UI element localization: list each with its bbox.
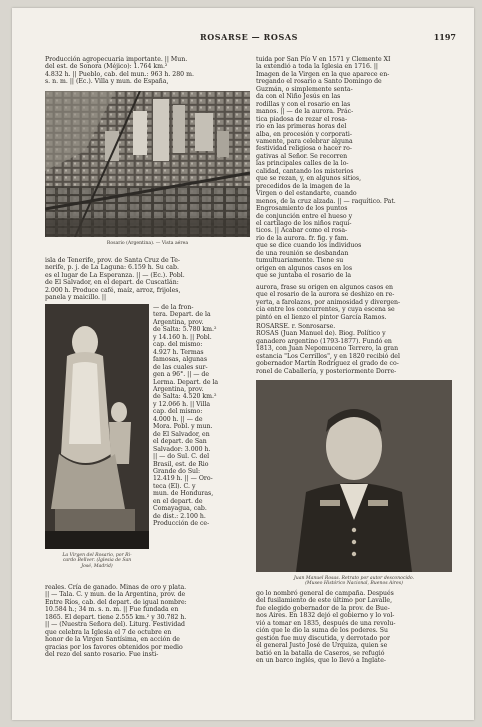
text-line: gen a 96°. || — de: [153, 371, 210, 379]
text-line: de una reunión se desbandan: [256, 249, 349, 257]
text-line: Guzmán, o simplemente senta-: [256, 85, 353, 93]
text-line: Producción agropecuaria importante. || Mun.: [45, 56, 188, 63]
text-line: vamente, para celebrar alguna: [256, 137, 353, 145]
text-line: gracias por los favores obtenidos por medio: [45, 643, 183, 651]
text-line: s. n. m. || (Ec.). Villa y mun. de España,: [45, 78, 169, 86]
virgin-statue-image: [45, 304, 149, 549]
text-line: Argentina, prov.: [153, 385, 204, 393]
text-line: que el rosario de la aurora se deshizo en re-: [256, 291, 395, 299]
text-line: Imagen de la Virgen en la que aparece en-: [256, 70, 390, 78]
text-line: Engrosamiento de los puntos: [256, 205, 348, 213]
text-line: — de la fron-: [153, 304, 194, 311]
text-line: rio de la aurora. fr. fig. y fam.: [256, 234, 349, 242]
caption-line: (Museo Histórico Nacional, Buenos Aires): [305, 581, 403, 587]
text-line: origen en algunos casos en los: [256, 264, 353, 272]
text-line: de Salta: 5.780 km.²: [153, 326, 217, 334]
text-line: gobernador Martín Rodríguez el grado de co-: [256, 360, 399, 368]
text-line: honor de la Virgen Santísima, en acción de: [45, 636, 180, 644]
text-line: y 14.160 h. || Pobl.: [153, 333, 212, 341]
text-line: precedidos de la imagen de la: [256, 182, 351, 190]
text-line: alba, en procesión y corporati-: [256, 130, 352, 138]
text-line: festividad religiosa o hacer ro-: [256, 145, 352, 153]
text-line: tuida por San Pío V en 1571 y Clemente XI: [256, 56, 391, 63]
aerial-photo: [45, 91, 250, 237]
text-line: de Salta: 4.520 km.²: [153, 393, 217, 401]
column-a-mid: [45, 257, 250, 302]
text-line: 4.927 h. Termas: [153, 348, 204, 356]
text-line: del est. de Sonora (Méjico): 1.764 km.²: [45, 63, 168, 71]
text-line: vió a tomar en 1835, después de una revolu-: [256, 619, 396, 627]
header-title: ROSARSE — ROSAS: [199, 32, 299, 42]
text-line: fue elegido gobernador de la prov. de Bue-: [256, 604, 390, 612]
rosas-portrait-image: [256, 380, 452, 572]
text-line: ticos. || Acabar como el rosa-: [256, 227, 348, 235]
aerial-city-image: [45, 91, 250, 237]
column-a-top: [45, 56, 250, 86]
text-line: del fusilamiento de este último por Lavalle,: [256, 597, 393, 605]
text-line: yerta, a farolazos, por animosidad y divergen-: [256, 298, 401, 306]
text-line: cap. del mismo:: [153, 341, 203, 349]
text-line: de las cuales sur-: [153, 363, 208, 371]
text-line: batió en la batalla de Caseros, se refugió: [256, 649, 385, 657]
text-line: Lerma. Depart. de la: [153, 378, 219, 386]
caption-line: José, Madrid): [81, 563, 113, 569]
text-line: ganadero argentino (1793-1877). Fundó en: [256, 337, 392, 345]
text-line: teca (El). C. y: [153, 482, 196, 490]
portrait-caption: [256, 576, 452, 587]
column-b-bottom: [256, 590, 452, 665]
text-line: Mora. Pobl. y mun.: [153, 423, 213, 431]
text-line: da con el Niño Jesús en las: [256, 93, 341, 101]
text-line: en el depart. de: [153, 497, 203, 505]
text-line: tica piadosa de rezar el rosa-: [256, 115, 348, 123]
text-line: ROSAS (Juan Manuel de). Biog. Político y: [256, 330, 386, 338]
text-line: mun. de Honduras,: [153, 490, 214, 498]
dictionary-page: [12, 8, 474, 720]
column-a-narrow: [153, 304, 250, 528]
text-line: nerife, p. j. de La Laguna: 6.159 h. Su cab.: [45, 264, 179, 272]
running-header: [42, 32, 456, 44]
text-line: que se juntaba el rosario de la: [256, 272, 352, 280]
text-line: tregando el rosario a Santo Domingo de: [256, 78, 382, 86]
text-line: de El Salvador, en: [153, 430, 210, 438]
text-line: Comayagua, cab.: [153, 505, 207, 513]
text-line: 4.000 h. || — de: [153, 415, 203, 423]
text-line: 2.000 h. Produce café, maíz, arroz, frijoles,: [45, 286, 181, 294]
text-line: Entre Ríos, cab. del depart. de igual nombre:: [45, 598, 187, 606]
text-line: que se dice cuando los individuos: [256, 242, 362, 250]
virgin-caption: [45, 553, 149, 569]
text-line: ción que le dio la suma de los poderes. Su: [256, 627, 388, 635]
text-line: calidad, cantando los misterios: [256, 167, 354, 175]
text-line: del rezo del santo rosario. Fue insti-: [45, 651, 159, 659]
text-line: Producción de ce-: [153, 520, 210, 528]
column-b-top: [256, 56, 452, 280]
text-line: famosas, algunas: [153, 356, 208, 364]
text-line: rio en las primeras horas del: [256, 123, 347, 131]
text-line: el cartílago de los niños raquí-: [256, 219, 352, 227]
page-number: 1197: [433, 32, 456, 42]
column-b-mid: [256, 284, 452, 321]
text-line: cap. del mismo:: [153, 408, 203, 416]
text-line: el depart. de San: [153, 438, 207, 446]
column-a-bottom: [45, 584, 250, 659]
text-line: cia entre los concurrentes, y cuya escena se: [256, 306, 395, 314]
text-line: de El Salvador, en el depart. de Cuscatlán:: [45, 279, 179, 287]
rosas-portrait-photo: [256, 380, 452, 572]
text-line: || — (Nuestra Señora del). Liturg. Festividad: [45, 621, 185, 629]
text-line: la extendió a toda la Iglesia en 1716. ||: [256, 63, 378, 71]
text-line: ROSARSE. r. Sonrosarse.: [256, 323, 336, 330]
text-line: gestión fue muy discutida, y derrotado por: [256, 634, 390, 642]
text-line: el general Justo José de Urquiza, quien se: [256, 642, 388, 650]
text-line: panela y maicillo. ||: [45, 294, 107, 302]
text-line: reales. Cría de ganado. Minas de oro y plata.: [45, 584, 187, 591]
text-line: en un barco inglés, que lo llevó a Inglate-: [256, 657, 386, 665]
text-line: es el lugar de La Esperanza. || — (Ec.). Pobl.: [45, 271, 185, 279]
text-line: rodillas y con el rosario en las: [256, 100, 351, 108]
text-line: las principales calles de la lo-: [256, 160, 349, 168]
text-line: Grande do Sul:: [153, 467, 201, 475]
text-line: 12.419 h. || — Oro-: [153, 475, 213, 483]
virgin-statue-photo: [45, 304, 149, 549]
text-line: || — do Sul. C. del: [153, 453, 210, 461]
text-line: menos, de la cruz alzada. || — raquítico. Pat.: [256, 197, 396, 205]
text-line: nos Aires. En 1832 dejó el gobierno y lo vol-: [256, 612, 395, 620]
text-line: tumultuariamente. Tiene su: [256, 257, 344, 265]
caption-line: cardo Bellver. (Iglesia de San: [62, 558, 132, 564]
text-line: 1813, con Juan Nepomuceno Terrero, la gran: [256, 345, 399, 353]
text-line: Virgen o del estandarte, cuando: [256, 190, 357, 198]
text-line: y 12.066 h. || Villa: [153, 400, 211, 408]
text-line: estancia "Los Cerrillos", y en 1820 recibió del: [256, 352, 400, 360]
text-line: isla de Tenerife, prov. de Santa Cruz de Te-: [45, 257, 181, 264]
text-line: || — Tala. C. y mun. de la Argentina, prov. de: [45, 591, 186, 599]
text-line: manos. || — de la aurora. Prác-: [256, 108, 354, 116]
caption-line: La Virgen del Rosario, por Ri-: [62, 553, 132, 558]
text-line: 1865. El depart. tiene 2.555 km.² y 30.782 h.: [45, 613, 187, 621]
text-line: que celebra la Iglesia el 7 de octubre en: [45, 628, 172, 636]
text-line: 4.832 h. || Pueblo, cab. del mun.: 963 h. 280 m.: [45, 70, 194, 78]
text-line: aurora, frase su origen en algunos casos en: [256, 284, 393, 291]
text-line: 10.584 h.; 34 m. s. n. m. || Fue fundada en: [45, 606, 179, 614]
text-line: tera. Depart. de la: [153, 311, 211, 319]
text-line: que se rezan, y, en algunos sitios,: [256, 175, 362, 183]
text-line: gativas al Señor. Se recorren: [256, 152, 348, 160]
caption-line: Juan Manuel Rosas. Retrato por autor desconocido.: [293, 576, 415, 581]
text-line: Brasil, est. de Rio: [153, 460, 209, 468]
column-b-rosas-entry: [256, 323, 452, 375]
text-line: de conjunción entre el hueso y: [256, 212, 353, 220]
text-line: Argentina, prov.: [153, 318, 204, 326]
text-line: ronel de Caballería, y posteriormente Dorre-: [256, 367, 397, 375]
aerial-caption: Rosario (Argentina). — Vista aérea: [106, 241, 189, 246]
text-line: pintó en el lienzo el pintor García Ramos.: [256, 313, 387, 321]
text-line: go lo nombró general de campaña. Después: [256, 590, 394, 597]
text-line: de dist.: 2.100 h.: [153, 512, 206, 520]
text-line: Salvador: 3.000 h.: [153, 445, 211, 453]
